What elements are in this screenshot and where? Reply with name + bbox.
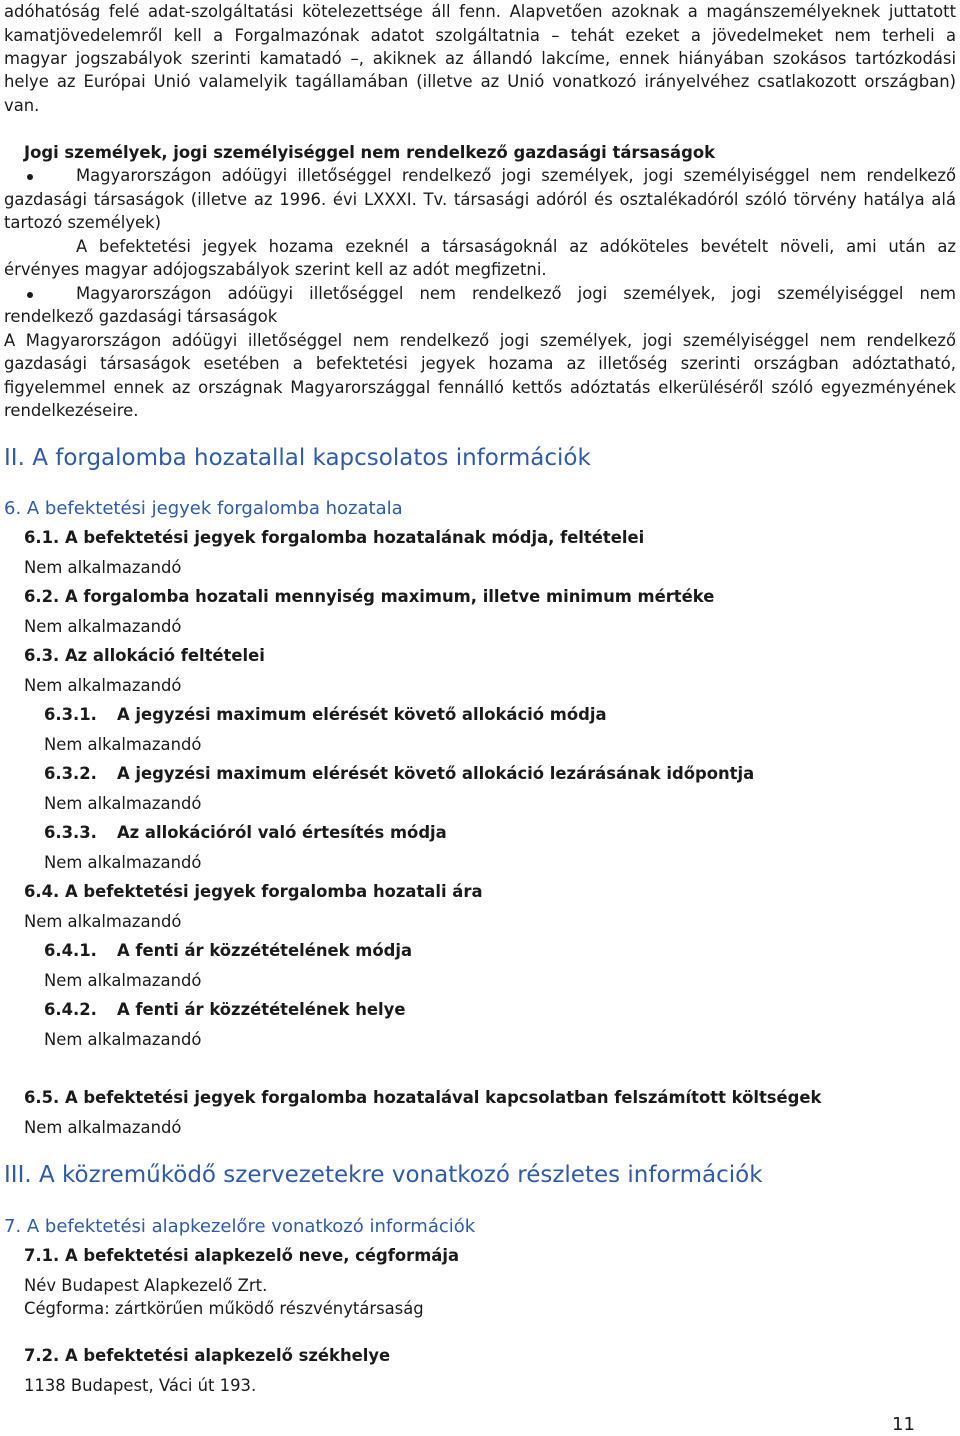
value-6-3: Nem alkalmazandó bbox=[24, 676, 182, 695]
subsection-6-title: 6. A befektetési jegyek forgalomba hozatala bbox=[4, 498, 403, 519]
value-6-1: Nem alkalmazandó bbox=[24, 558, 182, 577]
number-6-3-1: 6.3.1. bbox=[44, 705, 97, 724]
intro-line: magyar jogszabályok szerinti kamatadó –, akiknek az állandó lakcíme, ennek hiányában szokásos tartózkodási bbox=[4, 49, 956, 68]
manager-name: Név Budapest Alapkezelő Zrt. bbox=[24, 1276, 268, 1295]
intro-line: van. bbox=[4, 96, 40, 115]
heading-6-3: 6.3. Az allokáció feltételei bbox=[24, 646, 265, 665]
value-6-3-3: Nem alkalmazandó bbox=[44, 853, 202, 872]
heading-6-1: 6.1. A befektetési jegyek forgalomba hozatalának módja, feltételei bbox=[24, 528, 645, 547]
intro-line: kamatjövedelemről kell a Forgalmazónak adatot szolgáltatnia – tehát ezeket a jövedelmeket nem terheli a bbox=[4, 26, 956, 45]
manager-address: 1138 Budapest, Váci út 193. bbox=[24, 1376, 257, 1395]
value-6-3-2: Nem alkalmazandó bbox=[44, 794, 202, 813]
heading-6-5: 6.5. A befektetési jegyek forgalomba hozatalával kapcsolatban felszámított költségek bbox=[24, 1088, 822, 1107]
paragraph-line: A befektetési jegyek hozama ezeknél a társaságoknál az adóköteles bevételt növeli, ami után az bbox=[76, 237, 956, 256]
page-number: 11 bbox=[892, 1414, 915, 1435]
bullet-text: Magyarországon adóügyi illetőséggel rendelkező jogi személyek, jogi személyiséggel nem rendelkező bbox=[76, 166, 956, 185]
bullet-icon bbox=[27, 292, 33, 298]
value-6-3-1: Nem alkalmazandó bbox=[44, 735, 202, 754]
value-6-4-1: Nem alkalmazandó bbox=[44, 971, 202, 990]
value-6-4-2: Nem alkalmazandó bbox=[44, 1030, 202, 1049]
number-6-4-2: 6.4.2. bbox=[44, 1000, 97, 1019]
intro-line: adóhatóság felé adat-szolgáltatási kötelezettsége áll fenn. Alapvetően azoknak a magánszemélyeknek juttatott bbox=[4, 2, 956, 21]
heading-6-4-1: A fenti ár közzétételének módja bbox=[117, 941, 413, 960]
paragraph-line: A Magyarországon adóügyi illetőséggel nem rendelkező jogi személyek, jogi személyiséggel nem rendelkező bbox=[4, 331, 956, 350]
number-6-3-3: 6.3.3. bbox=[44, 823, 97, 842]
heading-6-4-2: A fenti ár közzétételének helye bbox=[117, 1000, 406, 1019]
paragraph-line: rendelkezéseire. bbox=[4, 401, 139, 420]
value-6-4: Nem alkalmazandó bbox=[24, 912, 182, 931]
heading-7-2: 7.2. A befektetési alapkezelő székhelye bbox=[24, 1346, 391, 1365]
bullet-text: Magyarországon adóügyi illetőséggel nem rendelkező jogi személyek, jogi személyiséggel nem bbox=[76, 284, 956, 303]
value-6-5: Nem alkalmazandó bbox=[24, 1118, 182, 1137]
paragraph-line: gazdasági társaságok esetében a befektetési jegyek hozama az illetőség szerinti országban adóztatható, bbox=[4, 354, 956, 373]
section-ii-title: II. A forgalomba hozatallal kapcsolatos információk bbox=[4, 445, 591, 471]
paragraph-line: figyelemmel ennek az országnak Magyarországgal fennálló kettős adóztatás elkerüléséről szóló egyezményének bbox=[4, 378, 956, 397]
heading-6-3-2: A jegyzési maximum elérését követő allokáció lezárásának időpontja bbox=[117, 764, 755, 783]
heading-7-1: 7.1. A befektetési alapkezelő neve, cégformája bbox=[24, 1246, 460, 1265]
heading-6-2: 6.2. A forgalomba hozatali mennyiség maximum, illetve minimum mértéke bbox=[24, 587, 715, 606]
section-iii-title: III. A közreműködő szervezetekre vonatkozó részletes információk bbox=[4, 1162, 763, 1188]
heading-6-3-1: A jegyzési maximum elérését követő allokáció módja bbox=[117, 705, 607, 724]
heading-6-4: 6.4. A befektetési jegyek forgalomba hozatali ára bbox=[24, 882, 483, 901]
bullet-text: gazdasági társaságok (illetve az 1996. évi LXXXI. Tv. társasági adóról és osztalékadóról szóló törvény hatálya alá bbox=[4, 190, 956, 209]
number-6-3-2: 6.3.2. bbox=[44, 764, 97, 783]
intro-line: helye az Európai Unió valamelyik tagállamában (illetve az Unió vonatkozó irányelvéhez csatlakozott országban) bbox=[4, 72, 956, 91]
heading-6-3-3: Az allokációról való értesítés módja bbox=[117, 823, 447, 842]
bullet-icon bbox=[27, 174, 33, 180]
value-6-2: Nem alkalmazandó bbox=[24, 617, 182, 636]
bullet-text: rendelkező gazdasági társaságok bbox=[4, 307, 278, 326]
subsection-7-title: 7. A befektetési alapkezelőre vonatkozó információk bbox=[4, 1216, 476, 1237]
bullet-text: tartozó személyek) bbox=[4, 213, 162, 232]
manager-company-form: Cégforma: zártkörűen működő részvénytársaság bbox=[24, 1299, 424, 1318]
number-6-4-1: 6.4.1. bbox=[44, 941, 97, 960]
paragraph-line: érvényes magyar adójogszabályok szerint kell az adót megfizetni. bbox=[4, 260, 547, 279]
legal-entities-heading: Jogi személyek, jogi személyiséggel nem rendelkező gazdasági társaságok bbox=[24, 143, 716, 162]
